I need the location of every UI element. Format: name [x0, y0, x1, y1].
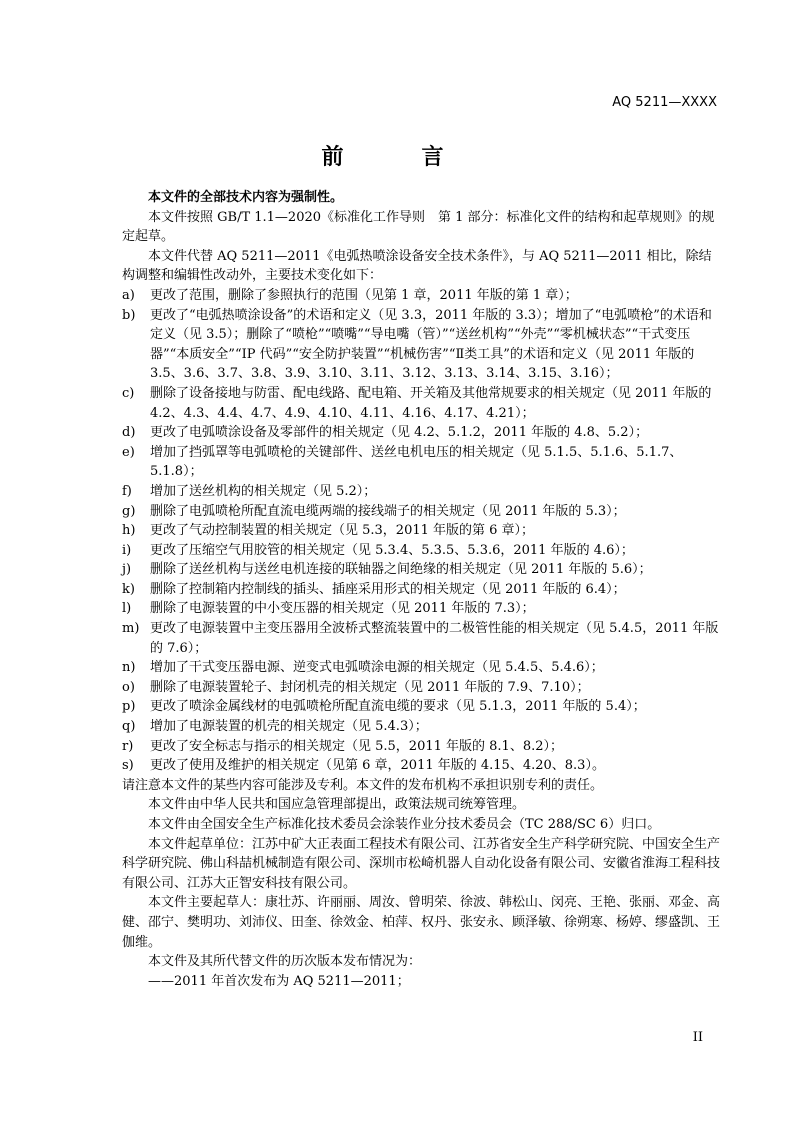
list-item-text: 增加了送丝机构的相关规定（见 5.2）；	[150, 483, 377, 499]
paragraph-centralized: 本文件由全国安全生产标准化技术委员会涂装作业分技术委员会（TC 288/SC 6）归口。	[148, 817, 661, 832]
document-body	[122, 188, 720, 991]
list-item-text: 更改了“电弧热喷涂设备”的术语和定义（见 3.3，2011 年版的 3.3）；增加了“电弧喷枪”的术语和定义（见 3.5）；删除了“喷枪”“喷嘴”“导电嘴（管）”“送丝机构”“外壳”“零机械状态”“干式变压器”“本质安全”“IP 代码”“安全防护装置”“机械伤害”“Ⅱ类工具”的术语和定义（见 2011 年版的 3.5、3.6、3.7、3.8、3.9、3.10、3.11、3.12、3.13、3.14、3.15、3.16）；	[150, 307, 712, 382]
list-marker: e)	[122, 444, 135, 460]
list-item-text: 增加了干式变压器电源、逆变式电弧喷涂电源的相关规定（见 5.4.5、5.4.6）；	[150, 660, 604, 676]
list-item-text: 删除了送丝机构与送丝电机连接的联轴器之间绝缘的相关规定（见 2011 年版的 5.6）；	[150, 562, 652, 578]
list-marker: g)	[122, 503, 136, 519]
list-item-text: 更改了电弧喷涂设备及零部件的相关规定（见 4.2、5.1.2，2011 年版的 4.8、5.2）；	[150, 425, 649, 441]
list-item-text: 更改了气动控制装置的相关规定（见 5.3，2011 年版的第 6 章）；	[150, 523, 535, 539]
list-item	[122, 502, 720, 522]
list-marker: p)	[122, 699, 136, 715]
list-item	[122, 737, 720, 757]
list-item	[122, 541, 720, 561]
list-item	[122, 521, 720, 541]
list-item	[122, 286, 720, 306]
page-title: 前 言	[321, 145, 472, 170]
list-item	[122, 306, 720, 384]
list-marker: n)	[122, 660, 136, 676]
list-item	[122, 599, 720, 619]
list-item	[122, 384, 720, 423]
paragraph-history-1: ——2011 年首次发布为 AQ 5211—2011；	[148, 973, 410, 989]
list-marker: k)	[122, 581, 135, 597]
list-item	[122, 658, 720, 678]
list-item	[122, 443, 720, 482]
closing-paragraphs	[122, 776, 720, 992]
list-marker: i)	[122, 542, 132, 558]
paragraph-drafting: 本文件按照 GB/T 1.1—2020《标准化工作导则 第 1 部分：标准化文件的结构和起草规则》的规定起草。	[122, 209, 715, 245]
paragraph-drafters-org: 本文件起草单位：江苏中矿大正表面工程技术有限公司、江苏省安全生产科学研究院、中国安全生产科学研究院、佛山科喆机械制造有限公司、深圳市松崎机器人自动化设备有限公司、安徽省淮海工程科技有限公司、江苏大正智安科技有限公司。	[122, 836, 721, 891]
list-marker: j)	[122, 562, 132, 578]
list-marker: r)	[122, 738, 134, 754]
list-item	[122, 717, 720, 737]
list-item-text: 更改了范围，删除了参照执行的范围（见第 1 章，2011 年版的第 1 章）；	[150, 287, 578, 303]
list-marker: q)	[122, 719, 136, 735]
list-item	[122, 560, 720, 580]
list-marker: o)	[122, 679, 135, 695]
list-item-text: 更改了安全标志与指示的相关规定（见 5.5，2011 年版的 8.1、8.2）；	[150, 738, 564, 754]
list-item	[122, 678, 720, 698]
list-item-text: 删除了电源装置轮子、封闭机壳的相关规定（见 2011 年版的 7.9、7.10）；	[150, 679, 590, 695]
list-item	[122, 619, 720, 658]
list-item-text: 更改了使用及维护的相关规定（见第 6 章，2011 年版的 4.15、4.20、8.3）。	[150, 758, 605, 774]
list-item	[122, 697, 720, 717]
list-marker: s)	[122, 758, 134, 774]
list-marker: a)	[122, 287, 135, 303]
paragraph-proposed: 本文件由中华人民共和国应急管理部提出，政策法规司统筹管理。	[148, 797, 526, 813]
list-item-text: 更改了电源装置中主变压器用全波桥式整流装置中的二极管性能的相关规定（见 5.4.5，2011 年版的 7.6）；	[150, 621, 719, 656]
list-marker: b)	[122, 307, 136, 323]
list-item-text: 增加了电源装置的机壳的相关规定（见 5.4.3）；	[150, 719, 428, 735]
list-item-text: 更改了压缩空气用胶管的相关规定（见 5.3.4、5.3.5、5.3.6，2011 年版的 4.6）；	[150, 542, 634, 558]
list-item	[122, 482, 720, 502]
list-item	[122, 580, 720, 600]
list-item-text: 删除了设备接地与防雷、配电线路、配电箱、开关箱及其他常规要求的相关规定（见 2011 年版的 4.2、4.3、4.4、4.7、4.9、4.10、4.11、4.16、4.17、4.21）；	[150, 385, 712, 421]
paragraph-history: 本文件及其所代替文件的历次版本发布情况为：	[148, 954, 422, 970]
paragraph-replace: 本文件代替 AQ 5211—2011《电弧热喷涂设备安全技术条件》，与 AQ 5211—2011 相比，除结构调整和编辑性改动外，主要技术变化如下：	[122, 248, 712, 284]
document-code: AQ 5211—XXXX	[612, 95, 717, 110]
paragraph-patent: 请注意本文件的某些内容可能涉及专利。本文件的发布机构不承担识别专利的责任。	[122, 777, 604, 793]
list-item-text: 更改了喷涂金属线材的电弧喷枪所配直流电缆的要求（见 5.1.3，2011 年版的 5.4）；	[150, 699, 646, 715]
page-number: II	[692, 1030, 703, 1045]
list-item-text: 增加了挡弧罩等电弧喷枪的关键部件、送丝电机电压的相关规定（见 5.1.5、5.1.6、5.1.7、5.1.8）；	[150, 444, 683, 480]
list-item	[122, 423, 720, 443]
list-marker: h)	[122, 523, 136, 539]
list-marker: m)	[122, 621, 140, 637]
list-marker: l)	[122, 601, 132, 617]
list-marker: c)	[122, 385, 135, 401]
list-item-text: 删除了电弧喷枪所配直流电缆两端的接线端子的相关规定（见 2011 年版的 5.3）；	[150, 503, 626, 519]
list-marker: d)	[122, 425, 136, 441]
intro-paragraphs	[122, 188, 720, 286]
changes-list	[122, 286, 720, 776]
paragraph-mandatory: 本文件的全部技术内容为强制性。	[148, 190, 344, 205]
list-item	[122, 756, 720, 776]
list-item-text: 删除了控制箱内控制线的插头、插座采用形式的相关规定（见 2011 年版的 6.4）；	[150, 581, 626, 597]
paragraph-drafters: 本文件主要起草人：康壮苏、许丽丽、周汝、曾明荣、徐波、韩松山、闵亮、王艳、张丽、邓金、高健、邵宁、樊明功、刘沛仪、田奎、徐效金、柏萍、权丹、张安永、顾泽敏、徐朔寒、杨婷、缪盛凯、王伽维。	[122, 895, 721, 950]
list-marker: f)	[122, 483, 132, 499]
list-item-text: 删除了电源装置的中小变压器的相关规定（见 2011 年版的 7.3）；	[150, 601, 535, 617]
